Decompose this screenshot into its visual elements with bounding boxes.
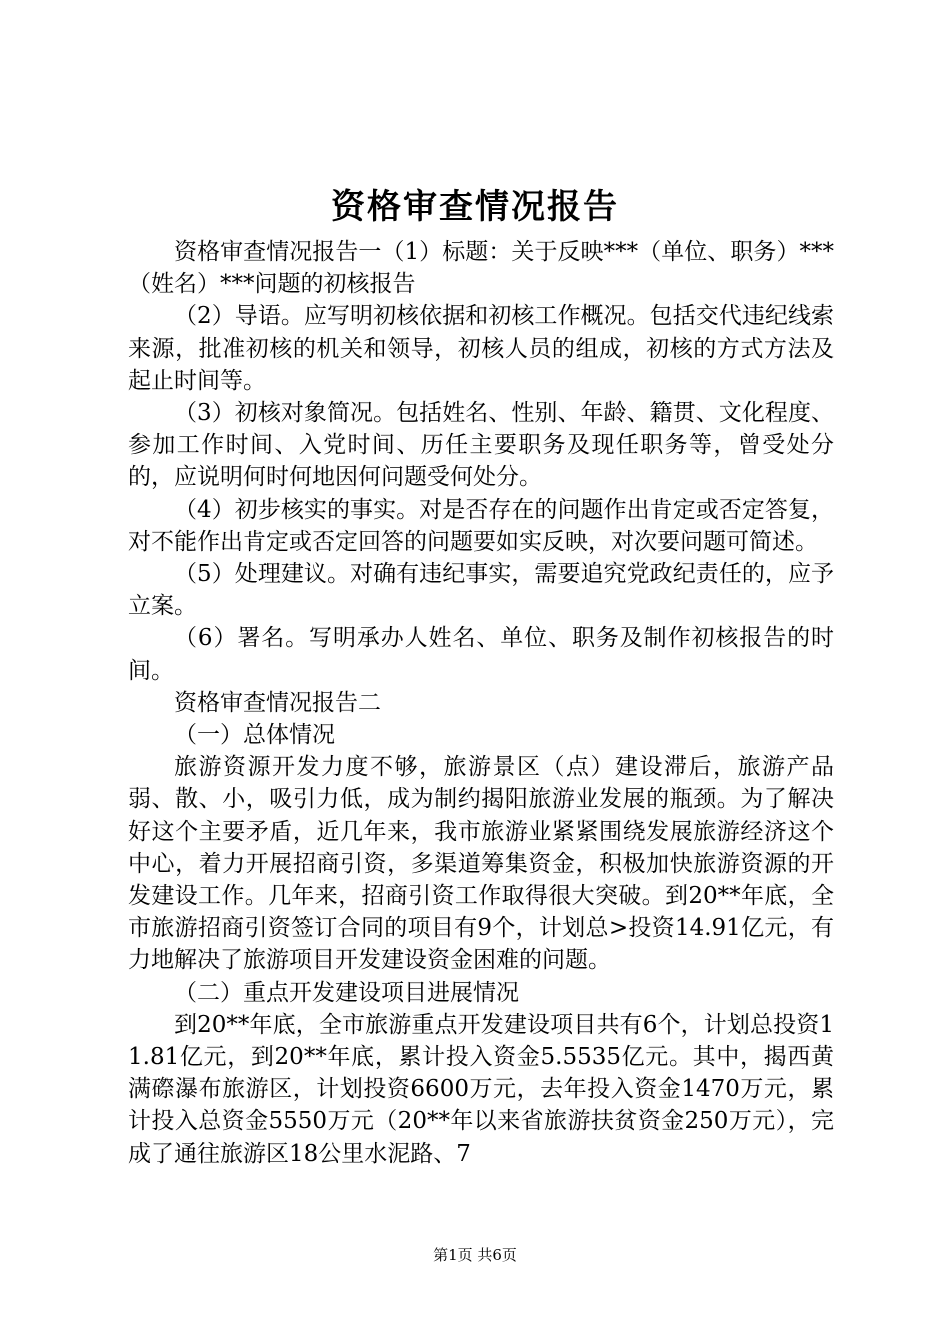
section-heading: 资格审查情况报告二 <box>174 689 381 716</box>
paragraph: （6）署名。写明承办人姓名、单位、职务及制作初核报告的时间。 <box>128 625 834 684</box>
document-title: 资格审查情况报告 <box>331 187 619 227</box>
section-heading: （一）总体情况 <box>174 722 335 749</box>
page-footer: 第1页 共6页 <box>433 1246 517 1264</box>
paragraph: （2）导语。应写明初核依据和初核工作概况。包括交代违纪线索来源，批准初核的机关和领导，初核人员的组成，初核的方式方法及起止时间等。 <box>128 303 834 394</box>
paragraph: 旅游资源开发力度不够，旅游景区（点）建设滞后，旅游产品弱、散、小，吸引力低，成为制约揭阳旅游业发展的瓶颈。为了解决好这个主要矛盾，近几年来，我市旅游业紧紧围绕发展旅游经济这个中心，着力开展招商引资，多渠道筹集资金，积极加快旅游资源的开发建设工作。几年来，招商引资工作取得很大突破。到20**年底，全市旅游招商引资签订合同的项目有9个，计划总>投资14.91亿元，有力地解决了旅游项目开发建设资金困难的问题。 <box>128 754 834 974</box>
paragraph: （5）处理建议。对确有违纪事实，需要追究党政纪责任的，应予立案。 <box>128 561 834 620</box>
paragraph: （3）初核对象简况。包括姓名、性别、年龄、籍贯、文化程度、参加工作时间、入党时间、历任主要职务及现任职务等，曾受处分的，应说明何时何地因何问题受何处分。 <box>128 400 834 491</box>
paragraph: （4）初步核实的事实。对是否存在的问题作出肯定或否定答复，对不能作出肯定或否定回答的问题要如实反映，对次要问题可简述。 <box>128 496 834 555</box>
section-heading: （二）重点开发建设项目进展情况 <box>174 979 519 1006</box>
paragraph: 资格审查情况报告一（1）标题：关于反映***（单位、职务）***（姓名）***问题的初核报告 <box>128 239 834 298</box>
document-body <box>128 236 834 1170</box>
paragraph: 到20**年底，全市旅游重点开发建设项目共有6个，计划总投资11.81亿元，到20**年底，累计投入资金5.5535亿元。其中，揭西黄满磜瀑布旅游区，计划投资6600万元，去年投入资金1470万元，累计投入总资金5550万元（20**年以来省旅游扶贫资金250万元），完成了通往旅游区18公里水泥路、7 <box>128 1011 834 1167</box>
